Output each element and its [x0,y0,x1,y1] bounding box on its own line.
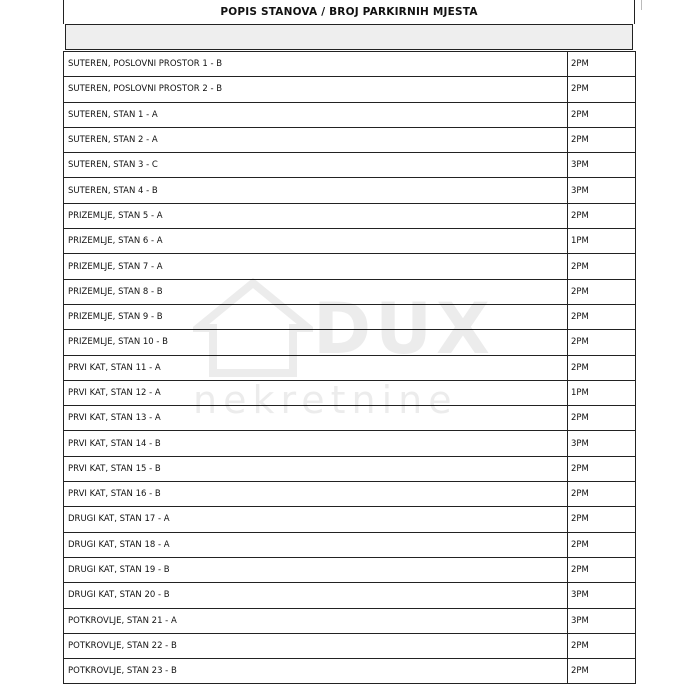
unit-name-cell: PRVI KAT, STAN 16 - B [64,482,568,507]
units-table-body [64,52,636,684]
unit-name-cell: POTKROVLJE, STAN 23 - B [64,659,568,684]
unit-name-cell: DRUGI KAT, STAN 18 - A [64,532,568,557]
parking-count-cell: 2PM [568,52,636,77]
unit-name-cell: PRIZEMLJE, STAN 6 - A [64,229,568,254]
parking-count-cell: 2PM [568,659,636,684]
unit-name-cell: DRUGI KAT, STAN 17 - A [64,507,568,532]
parking-count-cell: 3PM [568,608,636,633]
parking-count-cell: 2PM [568,304,636,329]
unit-name-cell: PRIZEMLJE, STAN 5 - A [64,203,568,228]
unit-name-cell: POTKROVLJE, STAN 22 - B [64,633,568,658]
unit-name-cell: DRUGI KAT, STAN 20 - B [64,583,568,608]
unit-name-cell: PRVI KAT, STAN 14 - B [64,431,568,456]
table-row [64,659,636,684]
unit-name-cell: PRVI KAT, STAN 13 - A [64,406,568,431]
unit-name-cell: PRVI KAT, STAN 11 - A [64,355,568,380]
table-row [64,633,636,658]
table-row [64,330,636,355]
parking-count-cell: 3PM [568,583,636,608]
parking-count-cell: 2PM [568,456,636,481]
unit-name-cell: PRIZEMLJE, STAN 9 - B [64,304,568,329]
header-bar [65,24,633,50]
unit-name-cell: SUTEREN, STAN 4 - B [64,178,568,203]
viewer-edge-line [641,0,642,10]
parking-count-cell: 2PM [568,633,636,658]
table-title: POPIS STANOVA / BROJ PARKIRNIH MJESTA [63,0,635,24]
table-row [64,355,636,380]
parking-count-cell: 2PM [568,532,636,557]
parking-count-cell: 1PM [568,229,636,254]
unit-name-cell: PRIZEMLJE, STAN 7 - A [64,254,568,279]
parking-count-cell: 2PM [568,330,636,355]
unit-name-cell: SUTEREN, STAN 2 - A [64,127,568,152]
table-row [64,583,636,608]
table-row [64,178,636,203]
unit-name-cell: PRIZEMLJE, STAN 10 - B [64,330,568,355]
unit-name-cell: SUTEREN, POSLOVNI PROSTOR 2 - B [64,77,568,102]
unit-name-cell: DRUGI KAT, STAN 19 - B [64,557,568,582]
parking-count-cell: 2PM [568,557,636,582]
table-row [64,380,636,405]
table-row [64,279,636,304]
table-row [64,456,636,481]
parking-count-cell: 2PM [568,254,636,279]
unit-name-cell: PRIZEMLJE, STAN 8 - B [64,279,568,304]
table-row [64,406,636,431]
table-row [64,532,636,557]
table-row [64,153,636,178]
parking-count-cell: 2PM [568,507,636,532]
parking-count-cell: 2PM [568,127,636,152]
parking-count-cell: 3PM [568,431,636,456]
table-row [64,102,636,127]
watermark-sub: nekretnine [193,378,458,422]
document-page [63,0,635,688]
parking-count-cell: 2PM [568,406,636,431]
table-row [64,608,636,633]
table-row [64,431,636,456]
unit-name-cell: SUTEREN, STAN 1 - A [64,102,568,127]
units-table [63,51,636,684]
parking-count-cell: 3PM [568,178,636,203]
unit-name-cell: SUTEREN, STAN 3 - C [64,153,568,178]
parking-count-cell: 2PM [568,355,636,380]
parking-count-cell: 2PM [568,203,636,228]
parking-count-cell: 1PM [568,380,636,405]
table-row [64,77,636,102]
table-row [64,507,636,532]
parking-count-cell: 2PM [568,77,636,102]
table-row [64,229,636,254]
table-row [64,254,636,279]
parking-count-cell: 2PM [568,279,636,304]
parking-count-cell: 2PM [568,102,636,127]
table-row [64,127,636,152]
table-row [64,482,636,507]
table-row [64,304,636,329]
unit-name-cell: PRVI KAT, STAN 12 - A [64,380,568,405]
table-row [64,52,636,77]
unit-name-cell: PRVI KAT, STAN 15 - B [64,456,568,481]
table-row [64,557,636,582]
table-row [64,203,636,228]
unit-name-cell: POTKROVLJE, STAN 21 - A [64,608,568,633]
watermark-brand: DUX [313,288,494,370]
parking-count-cell: 2PM [568,482,636,507]
parking-count-cell: 3PM [568,153,636,178]
unit-name-cell: SUTEREN, POSLOVNI PROSTOR 1 - B [64,52,568,77]
